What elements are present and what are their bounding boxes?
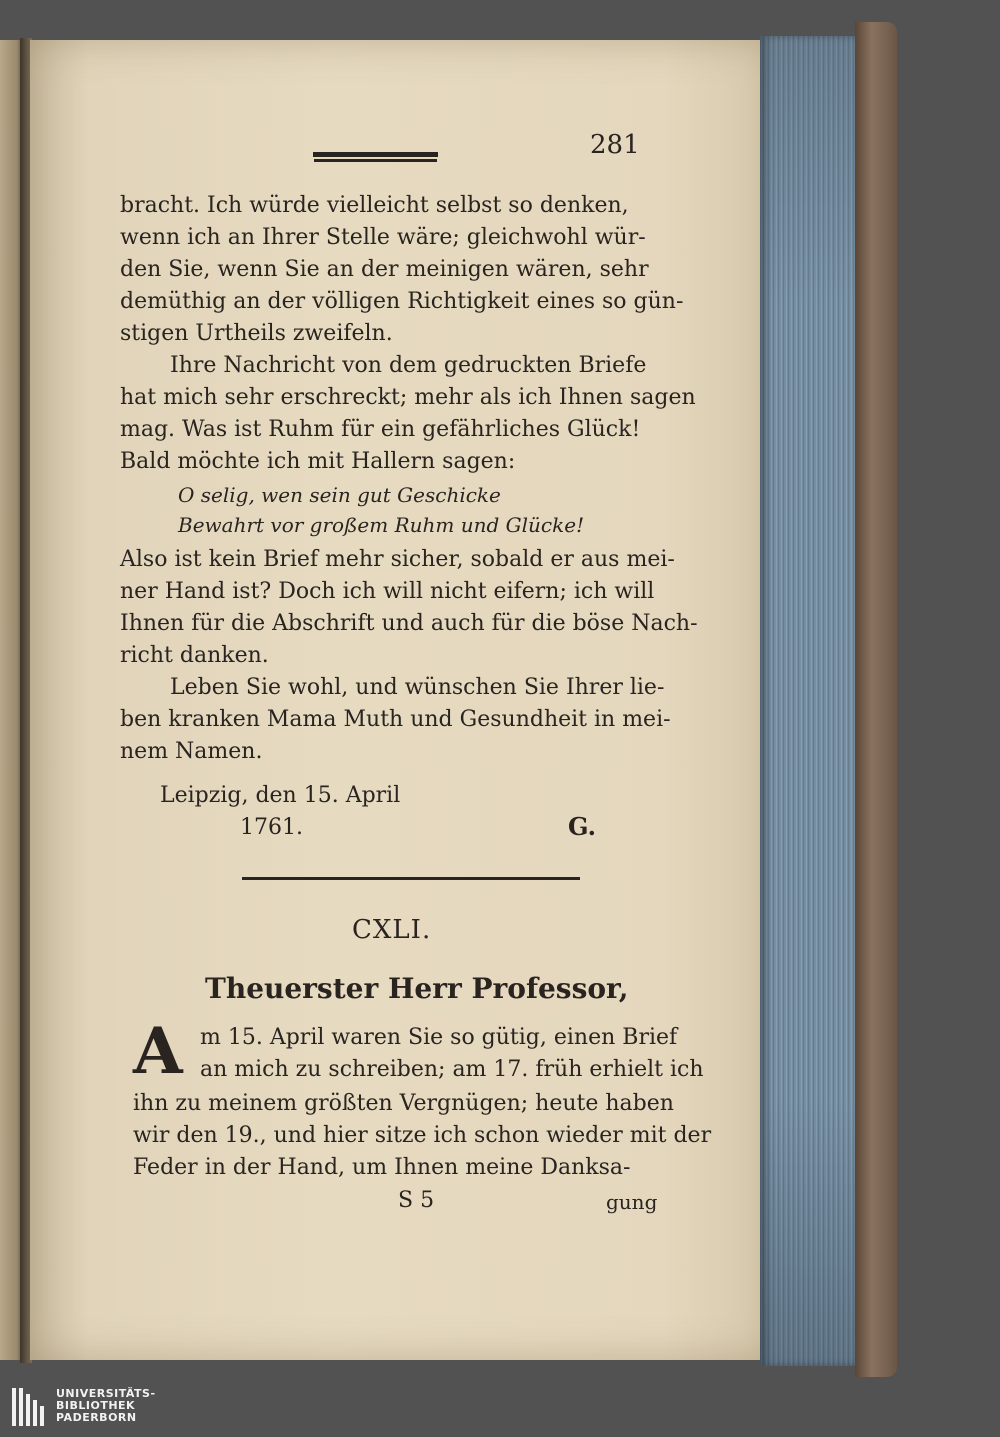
library-logo: [12, 1388, 156, 1428]
text-line: Ihnen für die Abschrift und auch für die böse Nach-: [120, 611, 698, 636]
closing-place-date: Leipzig, den 15. April: [160, 783, 401, 808]
text-line: wir den 19., und hier sitze ich schon wieder mit der: [133, 1123, 712, 1148]
header-rule: [313, 152, 438, 157]
text-line: wenn ich an Ihrer Stelle wäre; gleichwohl wür-: [120, 225, 646, 250]
salutation: Theuerster Herr Professor,: [205, 972, 629, 1005]
text-line: ben kranken Mama Muth und Gesundheit in mei-: [120, 707, 671, 732]
logo-line: BIBLIOTHEK: [56, 1399, 136, 1412]
book-cover-edge: [855, 22, 897, 1377]
text-line: hat mich sehr erschreckt; mehr als ich Ihnen sagen: [120, 385, 696, 410]
closing-signature: G.: [568, 812, 596, 841]
page-number: 281: [590, 130, 640, 160]
closing-year: 1761.: [240, 815, 303, 840]
logo-line: UNIVERSITÄTS-: [56, 1387, 156, 1400]
signature-mark: S 5: [398, 1188, 435, 1213]
text-line: Feder in der Hand, um Ihnen meine Danksa-: [133, 1155, 631, 1180]
text-line: ihn zu meinem größten Vergnügen; heute haben: [133, 1091, 674, 1116]
text-line: bracht. Ich würde vielleicht selbst so denken,: [120, 193, 629, 218]
page-block-shade: [760, 36, 870, 1366]
text-line: richt danken.: [120, 643, 269, 668]
text-line: an mich zu schreiben; am 17. früh erhielt ich: [200, 1057, 704, 1082]
catchword: gung: [606, 1190, 658, 1214]
section-rule: [242, 877, 580, 880]
text-line: m 15. April waren Sie so gütig, einen Brief: [200, 1025, 678, 1050]
library-logo-icon: [12, 1388, 48, 1428]
text-line: Bald möchte ich mit Hallern sagen:: [120, 449, 516, 474]
text-line: Also ist kein Brief mehr sicher, sobald er aus mei-: [120, 547, 675, 572]
text-line: ner Hand ist? Doch ich will nicht eifern; ich will: [120, 579, 655, 604]
text-line: den Sie, wenn Sie an der meinigen wären, sehr: [120, 257, 649, 282]
letter-number: CXLI.: [352, 915, 432, 945]
text-line: mag. Was ist Ruhm für ein gefährliches Glück!: [120, 417, 641, 442]
drop-initial: A: [133, 1014, 183, 1089]
text-line: stigen Urtheils zweifeln.: [120, 321, 393, 346]
logo-line: PADERBORN: [56, 1411, 137, 1424]
text-line: Ihre Nachricht von dem gedruckten Briefe: [170, 353, 647, 378]
text-line: demüthig an der völligen Richtigkeit eines so gün-: [120, 289, 684, 314]
verse-line: O selig, wen sein gut Geschicke: [178, 483, 501, 507]
text-line: nem Namen.: [120, 739, 263, 764]
verse-line: Bewahrt vor großem Ruhm und Glücke!: [178, 513, 585, 537]
text-line: Leben Sie wohl, und wünschen Sie Ihrer lie-: [170, 675, 665, 700]
